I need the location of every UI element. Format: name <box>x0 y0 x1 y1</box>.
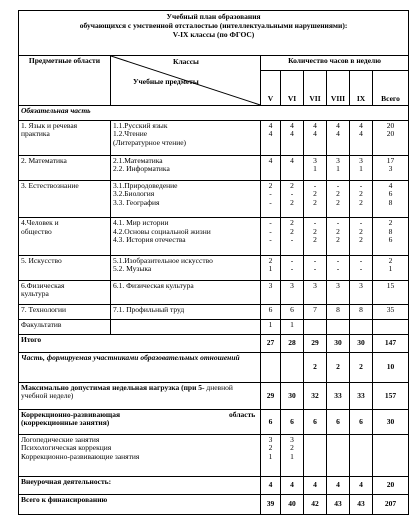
subject-name: 3.1.Природоведение <box>113 180 178 190</box>
header-subject-areas: Предметные области <box>19 55 111 105</box>
hours-value: 17 <box>386 156 395 165</box>
hours-cell <box>327 120 350 155</box>
hours-cell: 27 <box>261 335 281 352</box>
hours-cell <box>350 156 373 181</box>
extracurricular-row-label <box>19 477 261 494</box>
subject-name <box>113 321 258 329</box>
hours-value: 2 <box>388 218 393 228</box>
hours-cell <box>304 218 327 255</box>
grade-header: VI <box>281 70 304 105</box>
hours-cell <box>304 280 327 305</box>
hours-cell: 20 <box>373 477 409 494</box>
subject-name: 6.1. Физическая культура <box>113 280 194 290</box>
hours-value: 8 <box>388 197 393 207</box>
hours-value: - <box>313 218 317 228</box>
subject-name: (Литературное чтение) <box>113 137 187 147</box>
hours-cell <box>261 305 281 320</box>
hours-value: 4 <box>359 129 363 139</box>
hours-value: 4 <box>336 129 340 139</box>
hours-cell: 207 <box>373 494 409 514</box>
subject-name: 2.1.Математика <box>113 156 163 165</box>
hours-cell: 39 <box>261 494 281 514</box>
hours-value: 2 <box>268 443 273 453</box>
correction-row-label <box>19 410 261 435</box>
hours-value: - <box>269 218 272 228</box>
hours-value: 6 <box>268 305 273 315</box>
hours-value: - <box>359 255 363 265</box>
hours-cell <box>350 120 373 155</box>
subject-area <box>19 305 111 320</box>
hours-cell <box>261 352 281 382</box>
hours-value: 2 <box>388 255 393 265</box>
hours-value <box>352 321 370 329</box>
hours-cell <box>281 218 304 255</box>
hours-value: 2 <box>313 235 317 245</box>
hours-value: - <box>313 180 317 190</box>
hours-value: - <box>336 264 340 274</box>
hours-value: - <box>359 264 363 274</box>
subject-area-line: Факультатив <box>21 320 62 330</box>
hours-value: - <box>336 255 340 265</box>
hours-cell: 30 <box>281 382 304 409</box>
hours-cell <box>327 255 350 280</box>
hours-value: 1 <box>290 320 294 330</box>
hours-value: 6 <box>388 189 393 199</box>
hours-value: 8 <box>336 305 340 315</box>
subject-name: 3.3. География <box>113 197 160 207</box>
empty-cell <box>304 435 327 477</box>
hours-cell: 29 <box>304 335 327 352</box>
subject-list <box>111 180 261 217</box>
subject-area <box>19 120 111 155</box>
hours-cell: 2 <box>304 352 327 382</box>
subject-row <box>19 305 409 320</box>
hours-value: 2 <box>290 197 294 207</box>
hours-cell <box>350 180 373 217</box>
hours-value: 1 <box>336 164 340 174</box>
subject-area <box>19 180 111 217</box>
hours-value: 8 <box>388 226 393 236</box>
hours-value: - <box>290 255 294 265</box>
max-load-row-label <box>19 382 261 409</box>
subject-name: 2.2. Информатика <box>113 164 170 174</box>
hours-value: - <box>336 180 340 190</box>
hours-value: 15 <box>386 280 395 290</box>
hours-cell <box>261 435 281 477</box>
hours-value: 3 <box>359 156 363 165</box>
grade-header: V <box>261 70 281 105</box>
hours-value <box>306 321 324 329</box>
hours-cell: 157 <box>373 382 409 409</box>
subject-row <box>19 255 409 280</box>
correction-items <box>19 435 261 477</box>
grade-header: Всего <box>373 70 409 105</box>
correction-item-label: Логопедические занятия <box>21 435 100 445</box>
hours-cell <box>373 120 409 155</box>
hours-cell <box>281 352 304 382</box>
subject-name: 5.1.Изобразительное искусство <box>113 255 213 265</box>
header-hours-per-week: Количество часов в неделю <box>261 55 409 70</box>
hours-cell <box>304 120 327 155</box>
hours-cell <box>281 280 304 305</box>
hours-value: 4 <box>336 120 340 130</box>
title-line: V-IX классы (по ФГОС) <box>172 30 255 39</box>
hours-value: 8 <box>359 305 363 315</box>
subject-row <box>19 280 409 305</box>
subject-name: 4.3. История отечества <box>113 235 186 245</box>
label-part: (коррекционные занятия) <box>21 418 110 428</box>
hours-cell: 6 <box>261 410 281 435</box>
hours-cell <box>327 156 350 181</box>
hours-cell: 30 <box>373 410 409 435</box>
hours-cell <box>373 280 409 305</box>
hours-cell <box>350 280 373 305</box>
subject-area-line: 2. Математика <box>21 156 67 165</box>
hours-cell <box>281 120 304 155</box>
subject-area-line: 6.Физическая <box>21 280 65 290</box>
label-part: дневной учебной неделе) <box>21 382 233 401</box>
hours-value: 4 <box>388 180 393 190</box>
subject-area-line: общество <box>21 226 52 236</box>
hours-value: 3 <box>268 435 273 445</box>
correction-item-label: Коррекционно-развивающие занятия <box>21 451 140 461</box>
hours-cell <box>281 305 304 320</box>
hours-value: 2 <box>313 226 317 236</box>
hours-value: 4 <box>290 156 294 165</box>
hours-cell <box>261 280 281 305</box>
hours-value: 1 <box>268 264 273 274</box>
hours-value: 2 <box>359 235 363 245</box>
hours-value: 2 <box>290 218 294 228</box>
correction-item-label: Психологическая коррекция <box>21 443 112 453</box>
subject-row <box>19 156 409 181</box>
hours-value: 3 <box>313 280 317 290</box>
header-classes-subjects <box>111 55 261 105</box>
hours-value: 1 <box>359 164 363 174</box>
hours-value: 6 <box>290 305 294 315</box>
hours-value: 1 <box>313 164 317 174</box>
hours-value: - <box>269 226 272 236</box>
hours-value: 6 <box>388 235 393 245</box>
hours-cell: 32 <box>304 382 327 409</box>
hours-cell <box>281 435 304 477</box>
subject-area <box>19 255 111 280</box>
hours-cell <box>261 255 281 280</box>
hours-value: 4 <box>268 120 273 130</box>
hours-cell <box>327 180 350 217</box>
subject-area-line: 1. Язык и речевая <box>21 120 78 130</box>
hours-value <box>263 165 278 173</box>
subject-name: 7.1. Профильный труд <box>113 305 185 315</box>
label-part: Внеурочная деятельность: <box>21 477 112 487</box>
header-subjects: Учебные предметы <box>133 76 199 86</box>
hours-cell <box>304 320 327 335</box>
hours-cell <box>304 255 327 280</box>
hours-cell <box>373 320 409 335</box>
hours-value: 20 <box>386 129 395 139</box>
subject-area <box>19 280 111 305</box>
part-formed-row <box>19 352 409 382</box>
hours-cell <box>350 255 373 280</box>
title-line: обучающихся с умственной отсталостью (интеллектуальными нарушениями): <box>79 21 348 30</box>
hours-value: 1 <box>268 320 273 330</box>
label-part: отношений <box>200 352 240 362</box>
hours-cell: 43 <box>327 494 350 514</box>
correction-items-row <box>19 435 409 477</box>
funding-row-label <box>19 494 261 514</box>
subject-area-line: 7. Технологии <box>21 305 67 315</box>
hours-value: 3 <box>290 280 294 290</box>
hours-value: 2 <box>359 226 363 236</box>
hours-cell: 2 <box>350 352 373 382</box>
subject-row <box>19 320 409 335</box>
hours-cell: 29 <box>261 382 281 409</box>
hours-value: - <box>290 264 294 274</box>
hours-cell <box>304 180 327 217</box>
subject-area-line: 4.Человек и <box>21 218 59 228</box>
subject-area <box>19 320 111 335</box>
hours-cell <box>281 255 304 280</box>
hours-value: 2 <box>290 226 294 236</box>
hours-value: 4 <box>290 129 294 139</box>
hours-cell <box>327 305 350 320</box>
hours-value: - <box>269 235 272 245</box>
subject-list <box>111 120 261 155</box>
hours-cell <box>304 156 327 181</box>
hours-cell <box>373 180 409 217</box>
hours-value: - <box>269 197 272 207</box>
hours-cell: 6 <box>350 410 373 435</box>
title-line: Учебный план образования <box>166 12 261 21</box>
hours-cell: 33 <box>327 382 350 409</box>
hours-cell: 40 <box>281 494 304 514</box>
hours-value: 20 <box>386 120 395 130</box>
subject-name: 1.1.Русский язык <box>113 120 168 130</box>
hours-value: 2 <box>268 180 273 190</box>
hours-cell: 147 <box>373 335 409 352</box>
hours-cell <box>261 120 281 155</box>
hours-value: - <box>313 255 317 265</box>
hours-value: 3 <box>290 435 294 445</box>
hours-cell: 4 <box>327 477 350 494</box>
hours-value: 3 <box>359 280 363 290</box>
hours-cell: 6 <box>327 410 350 435</box>
subject-area-line: практика <box>21 129 50 139</box>
hours-value <box>329 321 347 329</box>
hours-value: 2 <box>359 197 363 207</box>
hours-cell: 6 <box>281 410 304 435</box>
subject-area-line: 5. Искусство <box>21 255 62 265</box>
grade-header: IX <box>350 70 373 105</box>
subject-row <box>19 180 409 217</box>
hours-value: 3 <box>336 156 340 165</box>
hours-value: 3 <box>388 164 393 174</box>
hours-value: - <box>290 235 294 245</box>
hours-cell <box>261 218 281 255</box>
total-row-label <box>19 335 261 352</box>
part-formed-row-label <box>19 352 261 382</box>
subject-name: 4.2.Основы социальной жизни <box>113 226 211 236</box>
hours-cell <box>350 305 373 320</box>
hours-cell <box>350 320 373 335</box>
subject-row <box>19 120 409 155</box>
subject-list <box>111 255 261 280</box>
hours-value: - <box>336 218 340 228</box>
hours-value: 2 <box>336 235 340 245</box>
subject-list <box>111 218 261 255</box>
hours-value: 2 <box>336 189 340 199</box>
hours-cell <box>281 180 304 217</box>
hours-value: 4 <box>290 120 294 130</box>
subject-list <box>111 305 261 320</box>
hours-cell: 4 <box>281 477 304 494</box>
hours-value <box>283 165 301 173</box>
hours-value: - <box>359 180 363 190</box>
hours-cell <box>327 218 350 255</box>
hours-value: 2 <box>268 255 273 265</box>
hours-cell <box>373 156 409 181</box>
hours-value: 2 <box>313 189 317 199</box>
label-part: Итого <box>21 335 42 345</box>
hours-cell <box>373 305 409 320</box>
hours-cell: 4 <box>261 477 281 494</box>
hours-value: 3 <box>268 280 273 290</box>
hours-value: 2 <box>336 197 340 207</box>
hours-cell: 30 <box>350 335 373 352</box>
subject-name: 4.1. Мир истории <box>113 218 169 228</box>
subject-area-line: культура <box>21 288 49 298</box>
hours-cell: 28 <box>281 335 304 352</box>
label-part: Максимально допустимая недельная нагрузка <box>21 382 180 392</box>
section-mandatory: Обязательная часть <box>19 105 409 120</box>
subject-list <box>111 156 261 181</box>
hours-cell <box>261 320 281 335</box>
hours-cell <box>261 180 281 217</box>
hours-value: 1 <box>290 451 294 461</box>
hours-value: - <box>269 189 272 199</box>
hours-value: 2 <box>336 226 340 236</box>
hours-cell: 4 <box>304 477 327 494</box>
subject-name: 1.2.Чтение <box>113 129 148 139</box>
label-part: область <box>229 410 256 420</box>
correction-row <box>19 410 409 435</box>
hours-cell <box>327 320 350 335</box>
hours-cell <box>261 156 281 181</box>
total-row <box>19 335 409 352</box>
hours-cell: 6 <box>304 410 327 435</box>
table-title <box>19 11 409 56</box>
header-classes: Классы <box>173 56 199 66</box>
hours-cell <box>281 156 304 181</box>
hours-cell: 30 <box>327 335 350 352</box>
hours-value: 2 <box>359 189 363 199</box>
label-part: Часть, формируемая участниками образовательных <box>21 352 199 362</box>
hours-value: 4 <box>268 129 273 139</box>
hours-cell <box>373 218 409 255</box>
empty-cell <box>350 435 373 477</box>
hours-cell <box>327 280 350 305</box>
curriculum-table <box>18 10 409 515</box>
label-part: Всего к финансированию <box>21 494 108 504</box>
hours-cell <box>304 305 327 320</box>
hours-value: 2 <box>313 197 317 207</box>
subject-list <box>111 320 261 335</box>
funding-row <box>19 494 409 514</box>
subject-area <box>19 156 111 181</box>
hours-cell <box>350 218 373 255</box>
empty-cell <box>327 435 350 477</box>
hours-value <box>375 321 406 329</box>
hours-cell <box>281 320 304 335</box>
hours-value: 2 <box>290 443 294 453</box>
hours-cell <box>373 255 409 280</box>
hours-value: 7 <box>313 305 317 315</box>
hours-cell: 42 <box>304 494 327 514</box>
hours-cell: 43 <box>350 494 373 514</box>
label-part: Коррекционно-развивающая <box>21 410 121 420</box>
hours-value: - <box>290 189 294 199</box>
hours-cell: 33 <box>350 382 373 409</box>
max-load-row <box>19 382 409 409</box>
subject-name: 3.2.Биология <box>113 189 155 199</box>
hours-value: 4 <box>268 156 273 165</box>
hours-value: 1 <box>268 451 273 461</box>
hours-value: - <box>313 264 317 274</box>
subject-area-line: 3. Естествознание <box>21 180 79 190</box>
grade-header: VII <box>304 70 327 105</box>
hours-value: 35 <box>386 305 395 315</box>
empty-cell <box>373 435 409 477</box>
hours-value: 1 <box>388 264 393 274</box>
extracurricular-row <box>19 477 409 494</box>
grade-header: VIII <box>327 70 350 105</box>
hours-value: 3 <box>313 156 317 165</box>
subject-name: 5.2. Музыка <box>113 264 152 274</box>
hours-value: - <box>359 218 363 228</box>
hours-value: 4 <box>359 120 363 130</box>
subject-area <box>19 218 111 255</box>
hours-cell: 4 <box>350 477 373 494</box>
subject-row <box>19 218 409 255</box>
hours-value: 4 <box>313 120 317 130</box>
hours-value: 4 <box>313 129 317 139</box>
hours-cell: 2 <box>327 352 350 382</box>
hours-value: 2 <box>290 180 294 190</box>
hours-cell: 10 <box>373 352 409 382</box>
subject-list <box>111 280 261 305</box>
hours-value: 3 <box>336 280 340 290</box>
label-part: (при 5- <box>181 382 205 392</box>
